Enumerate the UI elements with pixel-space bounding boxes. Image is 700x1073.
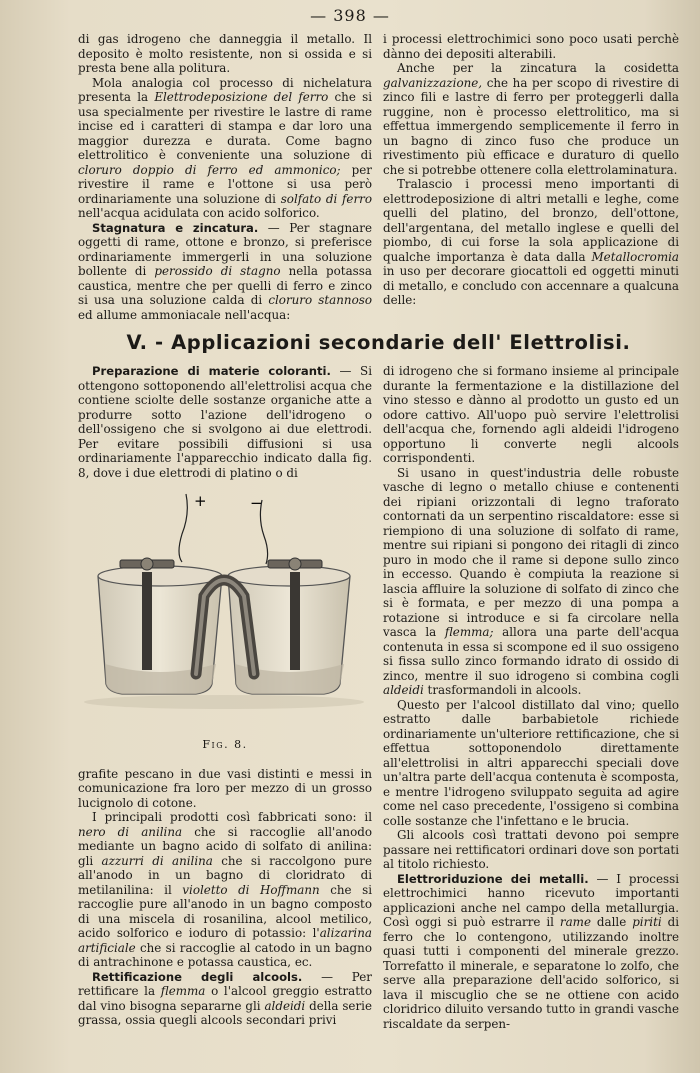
- italic-term: aldeidi: [383, 683, 424, 697]
- text-run: dalle: [591, 915, 633, 929]
- text-run: Tralascio i processi meno importanti di elettrodeposizione di altri metalli e leghe, come quelli del platino, del bronzo, dell'ottone, dell'argentana, del metallo inglese e quelli del piombo, di cui forse la sola applicazione di qualche importanza è data dalla: [383, 177, 679, 264]
- run-in-heading: Elettroriduzione dei metalli.: [397, 871, 589, 886]
- text-run: che si raccoglie al catodo in un bagno di antrachinone e potassa caustica, ec.: [78, 940, 372, 969]
- paragraph: [78, 221, 372, 323]
- figure-electrolysis-apparatus: [78, 484, 372, 734]
- text-run: — Per stagnare oggetti di rame, ottone e bronzo, si preferisce ordinariamente immergerli in una soluzione bollente di: [78, 220, 372, 278]
- paragraph: [383, 177, 679, 308]
- paragraph: [78, 364, 372, 480]
- text-run: grafite pescano in due vasi distinti e messi in comunicazione fra loro per mezzo di un grosso lucignolo di cotone.: [78, 766, 372, 810]
- paragraph: [383, 466, 679, 698]
- italic-term: violetto di Hoffmann: [182, 882, 320, 897]
- italic-term: solfato di ferro: [280, 191, 372, 206]
- paragraph: [78, 810, 372, 970]
- top-right-column: [383, 32, 679, 308]
- text-run: che si raccoglie pure all'anodo in un bagno composto di una miscela di rosanilina, alcool metilico, acido solforico e ioduro di potassio: l': [78, 882, 372, 940]
- text-run: trasformandoli in alcools.: [423, 683, 582, 697]
- run-in-heading: Rettificazione degli alcools.: [92, 969, 303, 984]
- text-run: che si raccoglie all'anodo mediante un bagno acido di solfato di anilina: gli: [78, 824, 372, 868]
- run-in-heading: Preparazione di materie coloranti.: [92, 364, 331, 378]
- minus-sign: −: [250, 494, 263, 512]
- bottom-right-column: [383, 364, 679, 1031]
- italic-term: alizarina artificiale: [78, 926, 372, 955]
- italic-term: cloruro stannoso: [268, 293, 372, 307]
- paragraph: [383, 828, 679, 872]
- paragraph: [383, 32, 679, 61]
- text-run: che si usa specialmente per rivestire le lastre di rame incise ed i caratteri di stampa e dar loro una maggior durezza e durata. Come bagno elettrolitico è conveniente una soluzione di: [78, 90, 372, 162]
- paragraph: [78, 76, 372, 221]
- text-run: I principali prodotti così fabbricati sono: il: [92, 810, 372, 824]
- run-in-heading: Stagnatura e zincatura.: [92, 220, 259, 235]
- apparatus-illustration: [78, 484, 372, 734]
- text-run: Si usano in quest'industria delle robuste vasche di legno o metallo chiuse e contenenti dei ripiani orizzontali di legno traforato contornati da un serpentino riscaldatore: esse si riempiono di una soluzione di solfato di rame, mentre sui ripiani si pongono dei ritagli di zinco puro in modo che il rame si depone sullo zinco in eccesso. Quando è compiuta la reazione si lascia affluire la soluzione di solfato di zinco che si è formata, e per mezzo di una pompa a rotazione si introduce e si fa circolare nella vasca la: [383, 465, 679, 639]
- text-run: Gli alcools così trattati devono poi sempre passare nei rettificatori ordinari dove son portati al titolo richiesto.: [383, 828, 679, 871]
- text-run: Mola analogia col processo di nichelatura presenta la: [78, 75, 372, 104]
- text-run: allora una parte dell'acqua contenuta in essa si scompone ed il suo ossigeno si fissa sullo zinco formando idrato di ossido di zinco, mentre il suo idrogeno si combina cogli: [383, 625, 680, 683]
- text-run: Questo per l'alcool distillato dal vino; quello estratto dalle barbabietole richiede ordinariamente un'ulteriore rettificazione, che si effettua sottoponendolo direttamente all'elettrolisi in altri apparecchi speciali dove un'altra parte dell'acqua contenuta è scomposta, e mentre l'idrogeno sviluppato seguita ad agire come nel caso precedente, l'ossigeno si combina colle sostanze che l'infettano e le brucia.: [383, 697, 679, 828]
- italic-term: azzurri di anilina: [101, 853, 213, 868]
- paragraph: [383, 698, 679, 829]
- italic-term: rame: [559, 915, 591, 929]
- italic-term: aldeidi: [264, 998, 306, 1013]
- text-run: — I processi elettrochimici hanno ricevuto importanti applicazioni anche nel campo della metallurgia. Così oggi si può estrarre il: [383, 871, 680, 929]
- paragraph: [78, 767, 372, 811]
- page-number: — 398 —: [310, 6, 390, 25]
- italic-term: galvanizzazione,: [383, 75, 483, 90]
- wire: [179, 494, 187, 562]
- text-run: che si raccolgono pure all'anodo in un bagno di cloridrato di metilanilina: il: [78, 853, 373, 897]
- paragraph: [78, 970, 372, 1028]
- italic-term: flemma;: [444, 625, 494, 639]
- text-run: in uso per decorare giocattoli ed oggetti minuti di metallo, e concludo con accennare a qualcuna delle:: [383, 264, 679, 307]
- text-run: di idrogeno che si formano insieme al principale durante la fermentazione e la distillazione del vino stesso e dànno al prodotto un gusto ed un odore cattivo. All'uopo può servire l'elettrolisi dell'acqua che, fornendo agli aldeidi l'idrogeno opportuno li converte negli alcools corrispondenti.: [383, 364, 679, 465]
- top-left-column: [78, 32, 372, 322]
- paragraph: [383, 872, 679, 1032]
- right-electrode: [290, 572, 300, 670]
- text-run: di gas idrogeno che danneggia il metallo. Il deposito è molto resistente, non si ossida e si presta bene alla politura.: [78, 32, 372, 75]
- italic-term: Metallocromia: [591, 249, 679, 264]
- section-heading: V. - Applicazioni secondarie dell' Elettrolisi.: [126, 331, 631, 354]
- bottom-left-column: [78, 364, 372, 1028]
- left-electrode: [142, 572, 152, 670]
- text-run: della serie grassa, ossia quegli alcools secondari privi: [78, 998, 372, 1027]
- italic-term: piriti: [632, 915, 662, 929]
- italic-term: nero di anilina: [78, 824, 183, 839]
- italic-term: flemma: [160, 984, 206, 998]
- text-run: nella potassa caustica, mentre che per quelli di ferro e zinco si usa una soluzione calda di: [78, 264, 372, 307]
- italic-term: perossido di stagno: [154, 264, 281, 278]
- text-run: per rivestire il rame e l'ottone si usa però ordinariamente una soluzione di: [78, 162, 372, 206]
- plus-sign: +: [194, 492, 207, 510]
- text-run: ed allume ammoniacale nell'acqua:: [78, 307, 291, 322]
- text-run: nell'acqua acidulata con acido solforico.: [78, 206, 320, 220]
- text-run: o l'alcool greggio estratto dal vino bisogna separarne gli: [78, 984, 372, 1013]
- text-run: Anche per la zincatura la cosidetta: [397, 61, 679, 75]
- paragraph: [383, 364, 679, 466]
- italic-term: Elettrodeposizione del ferro: [154, 90, 329, 104]
- italic-term: cloruro doppio di ferro ed ammonico;: [78, 162, 341, 177]
- text-run: — Per rettificare la: [78, 969, 372, 998]
- text-run: di ferro che lo contengono, utilizzando inoltre quasi tutti i componenti del minerale grezzo. Torrefatto il minerale, e separatone lo zolfo, che serve alla preparazione dell'acido solforico, si lava il miscuglio che se ne ottiene con acido cloridrico diluito versando tutto in grandi vasche riscaldate da serpen-: [383, 915, 680, 1031]
- paragraph: [78, 32, 372, 76]
- text-run: che ha per scopo di rivestire di zinco fili e lastre di ferro per proteggerli dalla ruggine, non è processo elettrolitico, ma si effettua immergendo semplicemente il ferro in un bagno di zinco fuso che produce un rivestimento più efficace e duraturo di quello che si potrebbe ottenere colla elettrolaminatura.: [383, 75, 679, 177]
- paragraph: [383, 61, 679, 177]
- text-run: i processi elettrochimici sono poco usati perchè dànno dei depositi alterabili.: [383, 32, 679, 61]
- figure-caption: Fig. 8.: [202, 738, 248, 751]
- text-run: — Si ottengono sottoponendo all'elettrolisi acqua che contiene sciolte delle sostanze organiche atte a produrre sotto l'azione dell'idrogeno o dell'ossigeno che si svolgono ai due elettrodi. Per evitare possibili diffusioni si usa ordinariamente l'apparecchio indicato dalla fig. 8, dove i due elettrodi di platino o di: [78, 364, 372, 480]
